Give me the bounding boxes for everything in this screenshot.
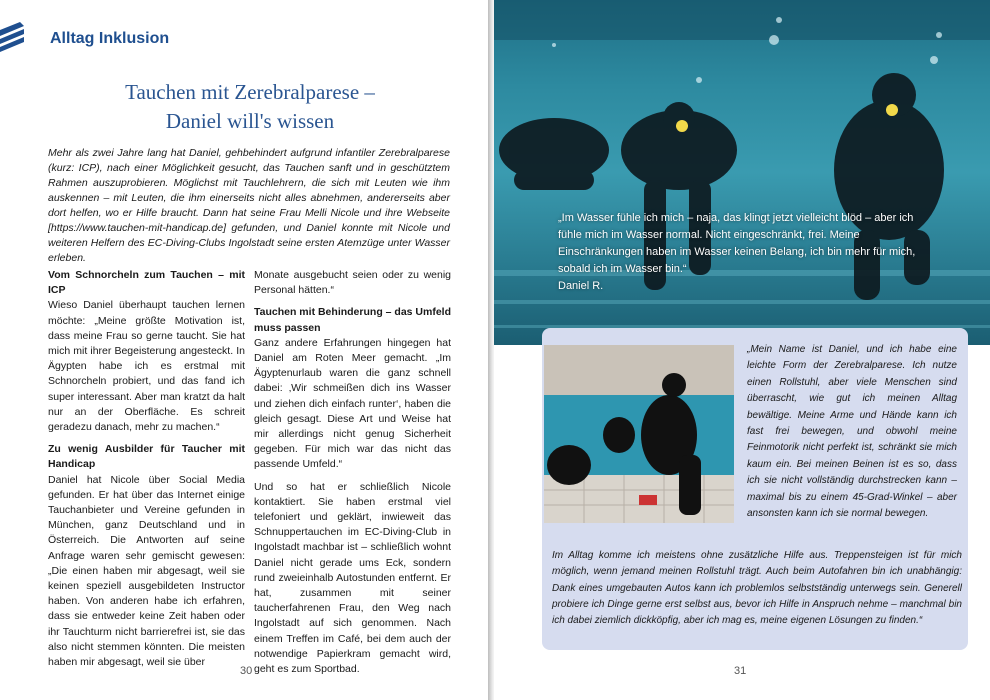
text-column-2 <box>254 268 451 684</box>
page-number: 30 <box>240 665 253 677</box>
title-line-2: Daniel will's wissen <box>165 109 335 133</box>
title-line-1: Tauchen mit Zerebralparese – <box>125 80 375 104</box>
subheading: Vom Schnorcheln zum Tauchen – mit ICP <box>48 269 245 297</box>
paragraph: Wieso Daniel überhaupt tauchen lernen möchte: „Meine größte Motivation ist, dass meine Frau so gerne taucht. Sie hat mich mit ihrer Begeisterung angesteckt. In Ägypten habe ich es erstmal mit Schnorcheln probiert, und das fand ich super interessant. Aber man kratzt da halt nur an der Oberfläche. Es schreit geradezu danach, mehr zu machen.“ <box>48 299 245 434</box>
paragraph: Daniel hat Nicole über Social Media gefunden. Er hat über das Internet einige Tauchanbieter und Vereine gefunden in München, ganz Deutschland und in Österreich. Die Antworten auf seine Anfrage waren sehr gemischt gewesen: „Die einen haben mir abgesagt, weil sie keinen speziell ausgebildeten Instructor haben. Von anderen habe ich erfahren, dass sie entweder keine Zeit haben oder ihr Tauchturm nicht barrierefrei ist, sie das also nicht stemmen könnten. Die meisten haben mir abgesagt, weil sie über <box>48 473 245 669</box>
box-quote-2: Im Alltag komme ich meistens ohne zusätzliche Hilfe aus. Treppensteigen ist für mich möglich, wenn jemand meinen Rollstuhl trägt. Auch beim Autofahren bin ich unabhängig: Dank eines umgebauten Autos kann ich problemlos selbstständig unterwegs sein. Generell probiere ich Dinge gerne erst selbst aus, bevor ich Hilfe in Anspruch nehme – manchmal bin ich dabei ziemlich dickköpfig, aber ich mag es, meine eigenen Lösungen zu finden.“ <box>552 550 962 627</box>
photo-quote-author: Daniel R. <box>558 280 604 292</box>
photo-quote-text: „Im Wasser fühle ich mich – naja, das klingt jetzt vielleicht blöd – aber ich fühle mich im Wasser normal. Nicht eingeschränkt, frei. Meine Einschränkungen haben im Wasser keinen Belang, ich bin mehr für mich, sobald ich im Wasser bin.“ <box>558 212 916 275</box>
paragraph: Und so hat er schließlich Nicole kontaktiert. Sie haben erstmal viel telefoniert und geklärt, inwieweit das Schnuppertauchen im EC-Diving-Club in Ingolstadt machbar ist – schließlich wohnt Daniel nicht gerade ums Eck, sondern rund zweieinhalb Autostunden entfernt. Er hat, zusammen mit seiner taucherfahrenen Frau, den Weg nach Ingolstadt auf sich genommen. Nach einem Treffen im Café, bei dem auch der notwendige Papierkram gemacht wird, geht es zum Sportbad. <box>254 480 451 676</box>
paragraph: Ganz andere Erfahrungen hingegen hat Daniel am Roten Meer gemacht. „Im Ägyptenurlaub waren die ganz schnell dabei: ‚Wir schmeißen dich ins Wasser und ziehen dich einfach runter‘, haben die gleich gesagt. Diese Art und Weise hat mir allerdings nicht genug Sicherheit gegeben. Für mich war das nicht das passende Umfeld.“ <box>254 336 451 471</box>
paragraph: Monate ausgebucht seien oder zu wenig Personal hätten.“ <box>254 269 451 297</box>
intro-paragraph: Mehr als zwei Jahre lang hat Daniel, gehbehindert aufgrund infantiler Zerebralparese (kurz: ICP), nach einer Möglichkeit gesucht, das Tauchen sanft und in geschütztem Rahmen auszuprobieren. Möglichst mit Tauchlehrern, die sich mit Leuten wie ihm auskennen – mit Leuten, die ihm einerseits nicht alles abnehmen, andererseits aber dort helfen, wo er Hilfe braucht. Dann hat seine Frau Melli Nicole und ihre Webseite [https://www.tauchen-mit-handicap.de] gefunden, und Daniel konnte mit Nicole und weiteren Helfern des EC-Diving-Clubs Ingolstadt seine ersten Atemzüge unter Wasser erleben. <box>48 147 450 264</box>
right-page <box>494 0 990 700</box>
box-quote-1: „Mein Name ist Daniel, und ich habe eine leichte Form der Zerebralparese. Ich nutze einen Rollstuhl, aber viele Menschen sind überrascht, wie gut ich meinen Alltag bewältige. Meine Arme und Hände kann ich fast frei bewegen, und obwohl meine Feinmotorik nicht perfekt ist, schränkt sie mich kaum ein. Bei meinen Beinen ist es so, dass ich sie nicht vollständig durchstrecken kann – maximal bis zu einem 45-Grad-Winkel – aber ansonsten kann ich sie normal bewegen. <box>747 344 957 520</box>
subheading: Tauchen mit Behinderung – das Umfeld muss passen <box>254 306 451 334</box>
subheading: Zu wenig Ausbilder für Taucher mit Handicap <box>48 443 245 471</box>
left-page <box>0 0 490 700</box>
article-title <box>60 78 440 136</box>
section-label: Alltag Inklusion <box>50 30 170 47</box>
page-number: 31 <box>734 665 747 677</box>
corner-stripes-icon <box>0 22 24 58</box>
pool-training-photo <box>544 345 734 523</box>
photo-quote <box>558 210 938 295</box>
text-column-1 <box>48 268 245 677</box>
